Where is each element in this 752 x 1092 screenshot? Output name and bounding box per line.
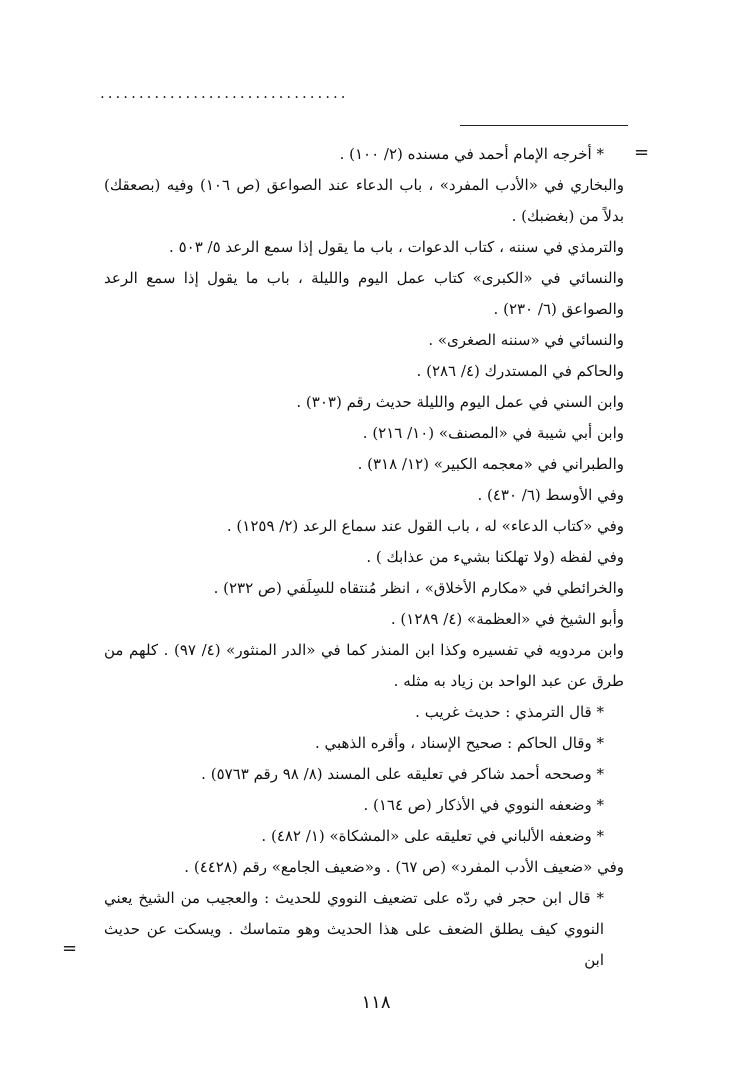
footnote-line: وفي الأوسط (٦/ ٤٣٠) . (477, 486, 624, 504)
footnote-separator-rule (460, 125, 628, 126)
footnote-line: * وضعفه الألباني في تعليقه على «المشكاة» (١/ ٤٨٢) . (261, 827, 604, 845)
footnote-line: * قال الترمذي : حديث غريب . (415, 703, 604, 721)
footnote-line: وفي «كتاب الدعاء» له ، باب القول عند سماع الرعد (٢/ ١٢٥٩) . (226, 517, 624, 535)
footnote-line: والخرائطي في «مكارم الأخلاق» ، انظر مُنتقاه للسِلَفي (ص ٢٣٢) . (213, 579, 624, 597)
footnote-line: والنسائي في «الكبرى» كتاب عمل اليوم والليلة ، باب ما يقول إذا سمع الرعد والصواعق (٦/ ٢٣٠) . (104, 269, 624, 318)
footnote-line: وفي «ضعيف الأدب المفرد» (ص ٦٧) . و«ضعيف الجامع» رقم (٤٤٢٨) . (184, 858, 624, 876)
footnote-line: وابن أبي شيبة في «المصنف» (١٠/ ٢١٦) . (362, 424, 624, 442)
footnote-line: * قال ابن حجر في ردّه على تضعيف النووي للحديث : والعجيب من الشيخ يعني النووي كيف يطلق الضعف على هذا الحديث وهو متماسك . ويسكت عن حديث ابن (104, 889, 604, 969)
footnote-line: والبخاري في «الأدب المفرد» ، باب الدعاء عند الصواعق (ص ١٠٦) وفيه (بصعقك) بدلاً من (بغضبك) . (104, 176, 624, 225)
footnote-body (104, 139, 624, 976)
footnote-line: وأبو الشيخ في «العظمة» (٤/ ١٢٨٩) . (390, 610, 624, 628)
footnote-line: * أخرجه الإمام أحمد في مسنده (٢/ ١٠٠) . (339, 145, 604, 163)
footnote-line: * وقال الحاكم : صحيح الإسناد ، وأقره الذهبي . (314, 734, 604, 752)
footnote-line: وابن السني في عمل اليوم والليلة حديث رقم (٣٠٣) . (296, 393, 624, 411)
footnote-line: والحاكم في المستدرك (٤/ ٢٨٦) . (416, 362, 624, 380)
footnote-line: * وصححه أحمد شاكر في تعليقه على المسند (٨/ ٩٨ رقم ٥٧٦٣) . (201, 765, 604, 783)
footnote-line: والطبراني في «معجمه الكبير» (١٢/ ٣١٨) . (357, 455, 624, 473)
continuation-marker-bottom: = (62, 938, 78, 959)
header-dotted-line: ................................ (100, 84, 349, 102)
footnote-line: * وضعفه النووي في الأذكار (ص ١٦٤) . (363, 796, 604, 814)
continuation-marker-top: = (634, 142, 650, 163)
footnote-line: والترمذي في سننه ، كتاب الدعوات ، باب ما يقول إذا سمع الرعد ٥/ ٥٠٣ . (169, 238, 624, 256)
footnote-line: وابن مردويه في تفسيره وكذا ابن المنذر كما في «الدر المنثور» (٤/ ٩٧) . كلهم من طرق عن عبد الواحد بن زياد به مثله . (104, 641, 625, 690)
footnote-line: والنسائي في «سننه الصغرى» . (428, 331, 624, 349)
page-number: ١١٨ (361, 992, 391, 1013)
footnote-line: وفي لفظه (ولا تهلكنا بشيء من عذابك ) . (366, 548, 624, 566)
